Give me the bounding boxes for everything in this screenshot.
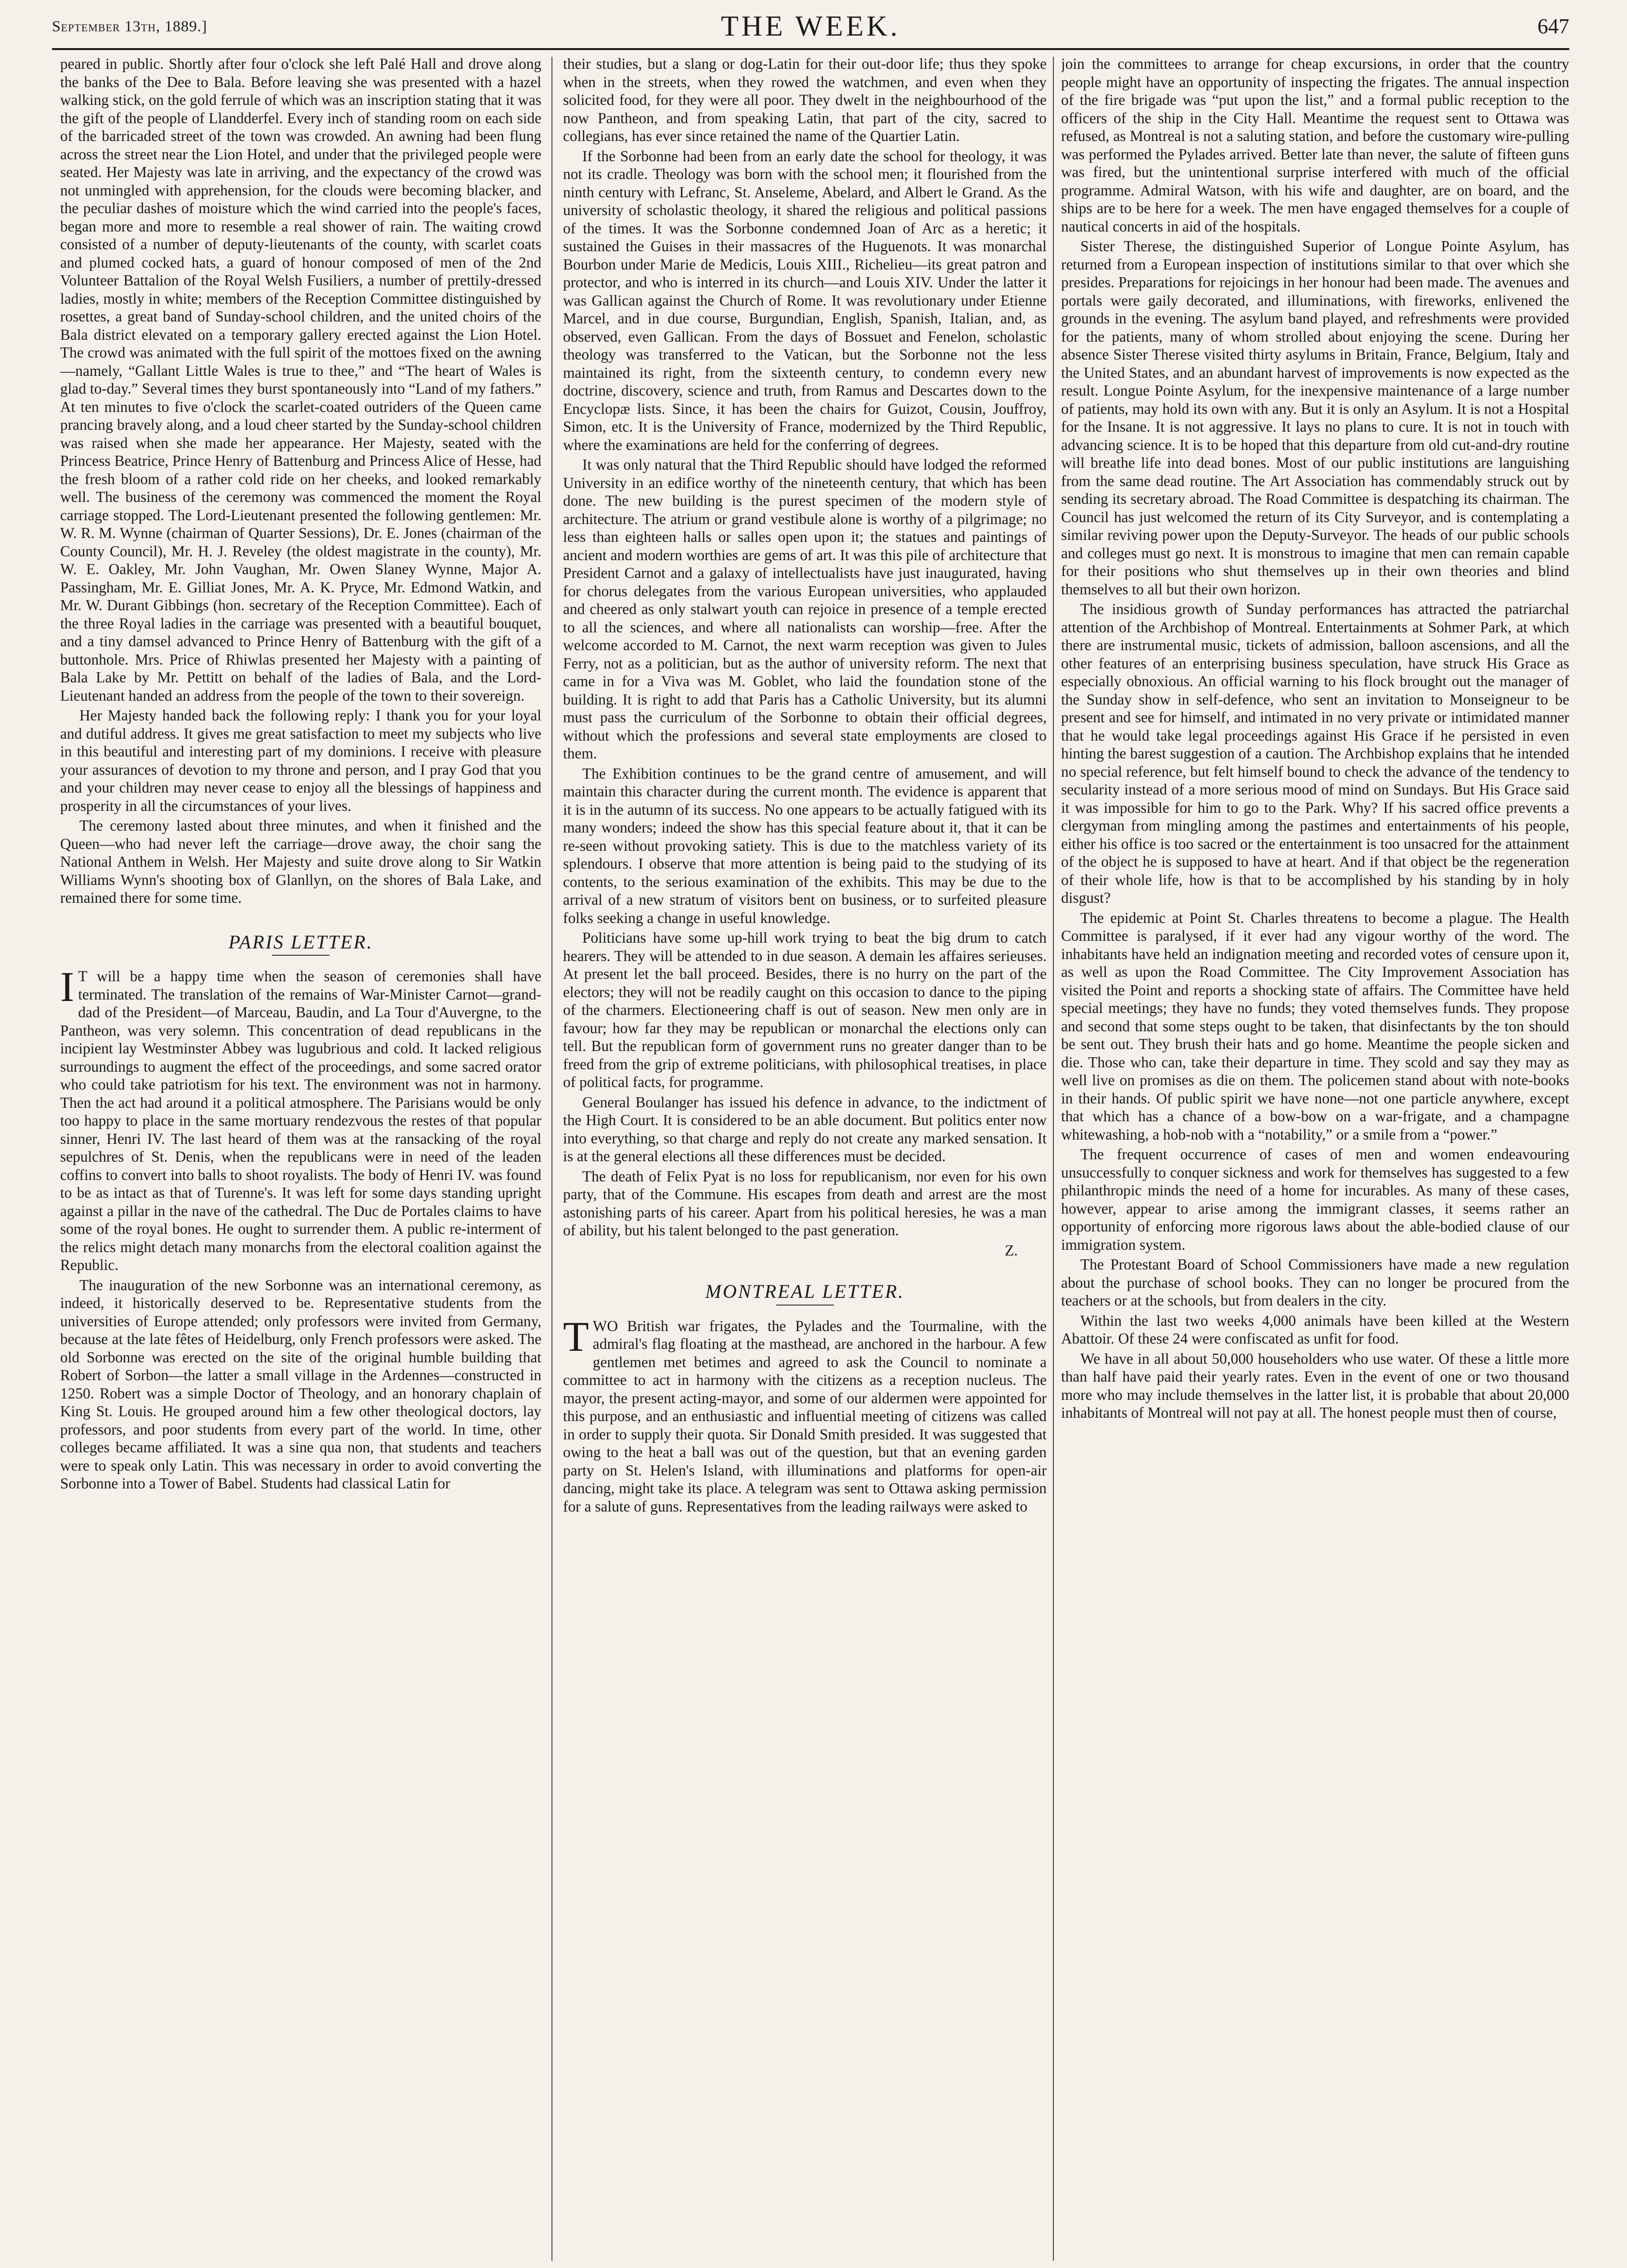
- title-rule: [272, 955, 330, 956]
- masthead: THE WEEK.: [721, 10, 900, 42]
- article-paragraph: The insidious growth of Sunday performances has attracted the patriarchal attention of the Archbishop of Montreal. Entertainments at Sohmer Park, at which there are instrumental music, tickets of admission, balloon ascensions, and all the other features of an enterprising business speculation, have struck His Grace as especially obnoxious. An official warning to his flock brought out the manager of the Sunday show in self-defence, who sent an invitation to Monseigneur to be present and see for himself, and intimated in no very private or intimidated manner that he would take legal proceedings against His Grace if he persisted in even hinting the barest suggestion of a caution. The Archbishop explains that he intended no special reference, but felt himself bound to check the advance of the tendency to secularity instead of a more serious mood of mind on Sundays. But His Grace said it was impossible for him to go to the Park. Why? If his sacred office prevents a clergyman from mingling among the pastimes and entertainments of his people, either his office is too sacred or the entertainment is too unsacred for the attainment of the object he is supposed to have at heart. And if that object be the regeneration of their whole life, how is that to be accomplished by his standing by in holy disgust?: [1061, 601, 1569, 906]
- article-paragraph: The Protestant Board of School Commissioners have made a new regulation about the purchase of school books. They can no longer be procured from the teachers or at the schools, but from dealers in the city.: [1061, 1256, 1569, 1309]
- article-paragraph: We have in all about 50,000 householders who use water. Of these a little more than half have paid their yearly rates. Even in the event of one or two thousand more who may include themselves in the latter list, it is probable that about 20,000 inhabitants of Montreal will not pay at all. The honest people must then of course,: [1061, 1350, 1569, 1421]
- title-rule: [776, 1305, 834, 1306]
- paragraph-text: T will be a happy time when the season of ceremonies shall have terminated. The translation of the remains of War-Minister Carnot—grand-dad of the President—of Marceau, Baudin, and La Tour d'Auvergne, to the Pantheon, was very solemn. This concentration of dead republicans in the incipient lay Westminster Abbey was lugubrious and cold. It lacked religious surroundings to augment the effect of the proceedings, and some sacred orator who could take patriotism for his text. The environment was not in harmony. Then the act had around it a political atmosphere. The Parisians would be only too happy to place in the same mortuary rendezvous the restes of that popular sinner, Henri IV. The last heard of them was at the ransacking of the royal sepulchres of St. Denis, when the republicans were in need of the leaden coffins to convert into balls to shoot royalists. The body of Henri IV. was found to be as intact as that of Turenne's. It was left for some days standing upright against a pillar in the nave of the cathedral. The Duc de Portales claims to have some of the royal bones. He ought to surrender them. A public re-interment of the relics might detach many monarchs from the electoral coalition against the Republic.: [60, 968, 541, 1273]
- column-1: [60, 55, 541, 2259]
- section-title-paris: PARIS LETTER.: [228, 931, 373, 953]
- header-rule: [52, 48, 1569, 50]
- article-paragraph: [563, 1313, 1047, 1516]
- paragraph-text: WO British war frigates, the Pylades and the Tourmaline, with the admiral's flag floating at the masthead, are anchored in the harbour. A few gentlemen met betimes and agreed to ask the Council to nominate a committee to act in harmony with the citizens as a reception nucleus. The mayor, the present acting-mayor, and some of our aldermen were appointed for this purpose, and an enthusiastic and influential meeting of citizens was called in order to supply their quota. Sir Donald Smith presided. It was suggested that owing to the heat a ball was out of the question, but that an evening garden party on St. Helen's Island, with illuminations and platforms for open-air dancing, might take its place. A telegram was sent to Ottawa asking permission for a salute of guns. Representatives from the leading railways were asked to: [563, 1317, 1047, 1515]
- article-paragraph: The death of Felix Pyat is no loss for republicanism, nor even for his own party, that of the Commune. His escapes from death and arrest are the most astonishing parts of his career. Apart from his political heresies, he was a man of ability, but his talent belonged to the past generation.: [563, 1167, 1047, 1239]
- article-paragraph: The epidemic at Point St. Charles threatens to become a plague. The Health Committee is paralysed, if it ever had any vigour worthy of the word. The inhabitants have held an indignation meeting and recorded votes of censure upon it, as well as upon the Road Committee. The City Improvement Association has visited the Point and reports a shocking state of affairs. The Committee have held special meetings; they have no funds; they voted themselves funds. They propose and second that some steps ought to be taken, that disinfectants by the ton should be sent out. They brush their hats and go home. Meantime the people sicken and die. Those who can, take their departure in time. They scold and say they may as well live on promises as die on them. The policemen stand about with note-books in their hands. Of public spirit we have none—not one particle anywhere, except that which has a chance of a bow-bow on a war-frigate, and a champagne whitewashing, a hob-nob with a “notability,” or a smile from a “power.”: [1061, 909, 1569, 1143]
- running-header: [52, 7, 1569, 45]
- article-paragraph: peared in public. Shortly after four o'clock she left Palé Hall and drove along the banks of the Dee to Bala. Before leaving she was presented with a hazel walking stick, on the gold ferrule of which was an inscription stating that it was the gift of the people of Llandderfel. Every inch of standing room on each side of the barricaded street of the town was crowded. An awning had been flung across the street near the Lion Hotel, and under that the privileged people were seated. Her Majesty was late in arriving, and the expectancy of the crowd was not unmingled with apprehension, for the clouds were becoming blacker, and the peculiar dashes of moisture which the wind carried into the people's faces, began more and more to resemble a real shower of rain. The waiting crowd consisted of a number of deputy-lieutenants of the county, with scarlet coats and plumed cocked hats, a guard of honour composed of men of the 2nd Volunteer Battalion of the Royal Welsh Fusiliers, a number of prettily-dressed ladies, mostly in white; members of the Reception Committee distinguished by rosettes, a great band of Sunday-school children, and the united choirs of the Bala district elevated on a temporary gallery erected against the Lion Hotel. The crowd was animated with the full spirit of the mottoes fixed on the awning—namely, “Gallant Little Wales is true to thee,” and “The heart of Wales is glad to-day.” Several times they burst spontaneously into “Land of my fathers.” At ten minutes to five o'clock the scarlet-coated outriders of the Queen came prancing bravely along, and a loud cheer started by the Sunday-school children was raised when she made her appearance. Her Majesty, seated with the Princess Beatrice, Prince Henry of Battenburg and Princess Alice of Hesse, had the fresh bloom of a rather cold ride on her cheeks, and looked remarkably well. The business of the ceremony was commenced the moment the Royal carriage stopped. The Lord-Lieutenant presented the following gentlemen: Mr. W. R. M. Wynne (chairman of Quarter Sessions), Dr. E. Jones (chairman of the County Council), Mr. H. J. Reveley (the oldest magistrate in the county), Mr. W. E. Oakley, Mr. John Vaughan, Mr. Owen Slaney Wynne, Major A. Passingham, Mr. E. Gilliat Jones, Mr. A. K. Pryce, Mr. Edmond Watkin, and Mr. W. Durant Gibbings (hon. secretary of the Reception Committee). Each of the three Royal ladies in the carriage was presented with a beautiful bouquet, and a tiny damsel advanced to Prince Henry of Battenburg with the gift of a buttonhole. Mrs. Price of Rhiwlas presented her Majesty with a painting of Bala Lake by Mr. Pettitt on behalf of the ladies of Bala, and the Lord-Lieutenant handed an address from the people of the town to their sovereign.: [60, 55, 541, 704]
- article-paragraph: The Exhibition continues to be the grand centre of amusement, and will maintain this character during the current month. The evidence is apparent that it is in the autumn of its success. No one appears to be actually fatigued with its many wonders; indeed the show has this special feature about it, that it can be re-seen without provoking satiety. This is due to the matchless variety of its splendours. I observe that more attention is being paid to the studying of its contents, to the serious examination of the exhibits. This may be due to the arrival of a new stratum of visitors bent on business, or to surfeited pleasure folks seeking a change in useful knowledge.: [563, 765, 1047, 926]
- column-2: [563, 55, 1047, 2259]
- article-paragraph: Sister Therese, the distinguished Superior of Longue Pointe Asylum, has returned from a European inspection of institutions similar to that over which she presides. Preparations for rejoicings in her honour had been made. The avenues and portals were gaily decorated, and illuminations, with fireworks, enlivened the grounds in the evening. The asylum band played, and refreshments were provided for the patients, many of whom strolled about enjoying the scene. During her absence Sister Therese visited thirty asylums in Britain, France, Belgium, Italy and the United States, and an abundant harvest of improvements is now expected as the result. Longue Pointe Asylum, for the inexpensive maintenance of a large number of patients, may hold its own with any. But it is only an Asylum. It is not a Hospital for the Insane. It is not aggressive. It lays no plans to cure. It is not in touch with advancing science. It is to be hoped that this departure from old cut-and-dry routine will breathe life into dead bones. Most of our public institutions are languishing from the same dead routine. The Art Association has commendably struck out by sending its secretary abroad. The Road Committee is despatching its chairman. The Council has just welcomed the return of its City Surveyor, and is contemplating a similar reviving power upon the Deputy-Surveyor. The heads of our public schools and colleges must go next. It is monstrous to imagine that men can remain capable for their positions who shut themselves up in their own theories and blind themselves to all but their own horizon.: [1061, 238, 1569, 598]
- article-paragraph: Politicians have some up-hill work trying to beat the big drum to catch hearers. They will be attended to in due season. A demain les affaires serieuses. At present let the ball proceed. Besides, there is no hurry on the part of the electors; they will not be readily caught on this occasion to dance to the piping of the charmers. Electioneering chaff is out of season. New men only are in favour; how far they may be republican or monarchal the elections only can tell. But the republican form of government runs no greater danger than to be freed from the grip of extreme politicians, with philosophical treatises, in place of political facts, for programme.: [563, 929, 1047, 1090]
- article-paragraph: The ceremony lasted about three minutes, and when it finished and the Queen—who had never left the carriage—drove away, the choir sang the National Anthem in Welsh. Her Majesty and suite drove along to Sir Watkin Williams Wynn's shooting box of Glanllyn, on the shores of Bala Lake, and remained there for some time.: [60, 817, 541, 906]
- article-paragraph: Within the last two weeks 4,000 animals have been killed at the Western Abattoir. Of these 24 were confiscated as unfit for food.: [1061, 1312, 1569, 1347]
- column-3: [1061, 55, 1569, 2259]
- column-rule: [551, 57, 552, 2261]
- article-paragraph: The inauguration of the new Sorbonne was an international ceremony, as indeed, it historically deserved to be. Representative students from the universities of Europe attended; only professors were invited from Germany, because at the late fêtes of Heidelburg, only French professors were asked. The old Sorbonne was erected on the site of the original humble building that Robert of Sorbon—the latter a small village in the Ardennes—constructed in 1250. Robert was a simple Doctor of Theology, and an honorary chaplain of King St. Louis. He grouped around him a few other theological doctors, lay professors, and poor students from every part of the world. In time, other colleges became affiliated. It was a sine qua non, that students and teachers were to speak only Latin. This was necessary in order to avoid converting the Sorbonne into a Tower of Babel. Students had classical Latin for: [60, 1276, 541, 1492]
- article-paragraph: join the committees to arrange for cheap excursions, in order that the country people might have an opportunity of inspecting the frigates. The annual inspection of the fire brigade was “put upon the list,” and a formal public reception to the officers of the ship in the City Hall. Meantime the request sent to Ottawa was refused, as Montreal is not a saluting station, and before the customary wire-pulling was performed the Pylades arrived. Better late than never, the salute of fifteen guns was fired, but the unintentional surprise interfered with much of the official programme. Admiral Watson, with his wife and daughter, are on board, and the ships are to be here for a week. The men have engaged themselves for a couple of nautical concerts in aid of the hospitals.: [1061, 55, 1569, 235]
- drop-cap: I: [60, 964, 75, 1011]
- article-paragraph: It was only natural that the Third Republic should have lodged the reformed University in an edifice worthy of the nineteenth century, that which has been done. The new building is the purest specimen of the modern style of architecture. The atrium or grand vestibule alone is worthy of a pilgrimage; no less than eighteen halls or salles open upon it; the statues and paintings of ancient and modern worthies are gems of art. It was this pile of architecture that President Carnot and a galaxy of intellectualists have just inaugurated, having for chorus delegates from the various European universities, who applauded and cheered as only stalwart youth can rejoice in presence of a temple erected to all the sciences, and where all nationalists can worship—free. After the welcome accorded to M. Carnot, the next warm reception was given to Jules Ferry, not as a politician, but as the author of university reform. The next that came in for a Viva was M. Goblet, who laid the foundation stone of the building. It is right to add that Paris has a Catholic University, but its alumni must pass the curriculum of the Sorbonne to obtain their official degrees, without which the professions and several state employments are closed to them.: [563, 456, 1047, 762]
- column-rule: [1053, 57, 1054, 2261]
- page-number: 647: [1537, 14, 1569, 38]
- section-title-montreal: MONTREAL LETTER.: [705, 1281, 905, 1302]
- article-paragraph: The frequent occurrence of cases of men and women endeavouring unsuccessfully to conquer sickness and work for themselves has suggested to a few philanthropic minds the need of a home for incurables. As many of these cases, however, appear to arise among the immigrant classes, it seems rather an opportunity of enforcing more rigorous laws about the able-bodied clause of our immigration system.: [1061, 1146, 1569, 1253]
- issue-date: September 13th, 1889.]: [52, 17, 207, 35]
- drop-cap: T: [563, 1313, 589, 1360]
- article-paragraph: their studies, but a slang or dog-Latin for their out-door life; thus they spoke when in the streets, when they rowed the watchmen, and even when they solicited food, for they were all poor. They dwelt in the neighbourhood of the now Pantheon, and from speaking Latin, that part of the city, sacred to collegians, has ever since retained the name of the Quartier Latin.: [563, 55, 1047, 144]
- article-paragraph: [60, 964, 541, 1274]
- article-paragraph: If the Sorbonne had been from an early date the school for theology, it was not its cradle. Theology was born with the school men; it flourished from the ninth century with Lefranc, St. Anseleme, Abelard, and Albert le Grand. As the university of scholastic theology, it shared the religious and political passions of the times. It was the Sorbonne condemned Joan of Arc as a heretic; it sustained the Guises in their massacres of the Huguenots. It was monarchal Bourbon under Marie de Medicis, Louis XIII., Richelieu—its great patron and protector, and who is interred in its church—and Louis XIV. Under the latter it was Gallican against the Church of Rome. It was revolutionary under Etienne Marcel, and in due course, Burgundian, English, Spanish, Italian, and, as observed, even Gallican. From the days of Bossuet and Fenelon, scholastic theology was transferred to the Vatican, but the Sorbonne not the less maintained its right, from the sixteenth century, to condemn every new doctrine, discovery, science and truth, from Ramus and Descartes down to the Encyclopæ lists. Since, it has been the chairs for Guizot, Cousin, Jouffroy, Simon, etc. It is the University of France, modernized by the Third Republic, where the examinations are held for the conferring of degrees.: [563, 147, 1047, 453]
- author-signature: Z.: [1004, 1242, 1018, 1259]
- article-paragraph: Her Majesty handed back the following reply: I thank you for your loyal and dutiful address. It gives me great satisfaction to meet my subjects who live in this beautiful and interesting part of my dominions. I receive with pleasure your assurances of devotion to my throne and person, and I pray God that you and your children may never cease to enjoy all the blessings of happiness and prosperity in all the circumstances of your lives.: [60, 707, 541, 814]
- article-paragraph: General Boulanger has issued his defence in advance, to the indictment of the High Court. It is considered to be an able document. But politics enter now into everything, so that charge and reply do not create any marked sensation. It is at the general elections all these differences must be decided.: [563, 1093, 1047, 1165]
